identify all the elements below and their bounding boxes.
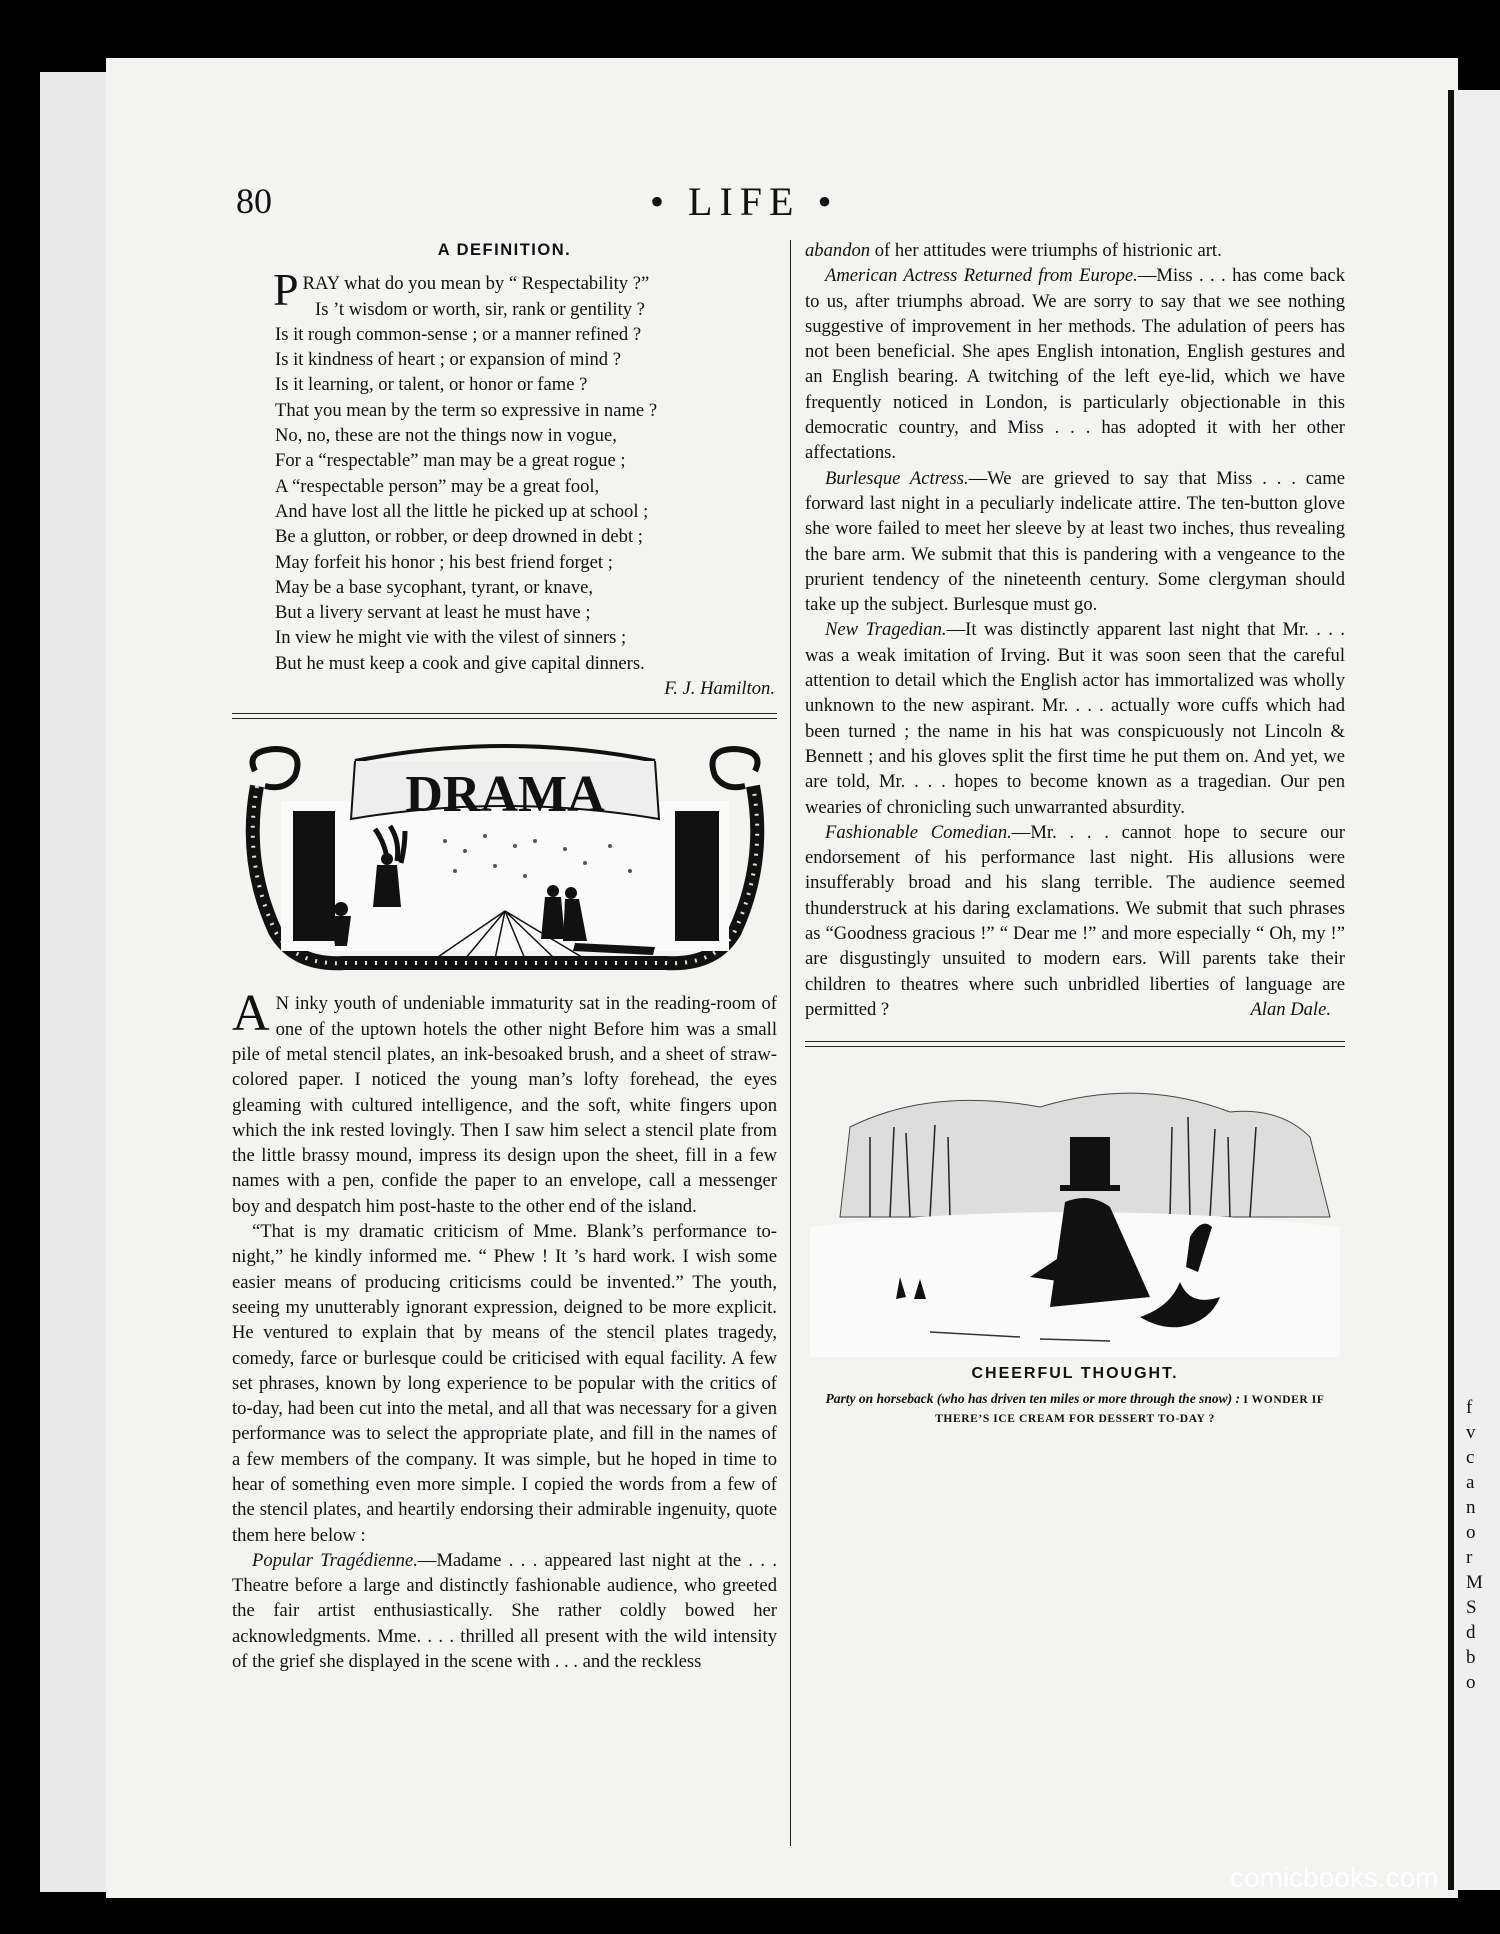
drop-cap-p: P xyxy=(273,264,299,316)
section-rule xyxy=(232,713,777,719)
poem-title: A DEFINITION. xyxy=(437,241,572,259)
page-number: 80 xyxy=(236,181,272,221)
adjacent-page-fragment: r xyxy=(1466,1547,1473,1568)
review-signature: Alan Dale. xyxy=(1250,999,1331,1021)
drop-cap-a: A xyxy=(232,985,270,1043)
poem-line: Is it learning, or talent, or honor or fame ? xyxy=(275,374,588,396)
adjacent-page-fragment: f xyxy=(1466,1397,1473,1418)
poem-line: But he must keep a cook and give capital dinners. xyxy=(275,652,645,674)
poem-line: A “respectable person” may be a great fool, xyxy=(275,475,600,497)
site-watermark: comicbooks.com xyxy=(1230,1862,1439,1893)
poem-line: That you mean by the term so expressive in name ? xyxy=(275,399,658,421)
adjacent-page-fragment: M xyxy=(1466,1572,1483,1593)
poem-line: No, no, these are not the things now in vogue, xyxy=(275,425,617,447)
right-column xyxy=(805,238,1345,1428)
poem-line: Is it kindness of heart ; or expansion of mind ? xyxy=(275,349,621,371)
adjacent-page-fragment: d xyxy=(1466,1622,1476,1643)
adjacent-page-fragment: b xyxy=(1466,1647,1476,1668)
adjacent-page-fragment: v xyxy=(1466,1422,1476,1443)
masthead-title: • LIFE • xyxy=(650,179,839,224)
adjacent-page-fragment: c xyxy=(1466,1447,1475,1468)
drama-banner-illustration xyxy=(235,731,775,977)
cartoon-caption: Party on horseback (who has driven ten miles or more through the snow) : I WONDER IF THERE’S ICE CREAM FOR DESSERT TO-DAY ? xyxy=(825,1390,1325,1425)
poem-line: PRAY what do you mean by “ Respectability ?” xyxy=(273,264,650,316)
poem-line: For a “respectable” man may be a great rogue ; xyxy=(275,450,626,472)
drama-banner-title: DRAMA xyxy=(404,766,605,824)
section-rule xyxy=(805,1041,1345,1047)
adjacent-page-fragment: n xyxy=(1466,1497,1476,1518)
poem-line: But a livery servant at least he must have ; xyxy=(275,602,591,624)
review-tragedienne-continued: abandon of her attitudes were triumphs of histrionic art. xyxy=(805,240,1222,261)
poem-line: Is ’t wisdom or worth, sir, rank or gentility ? xyxy=(315,298,645,320)
drama-paragraph: “That is my dramatic criticism of Mme. Blank’s performance to-night,” he kindly informed me. “ Phew ! It ’s hard work. I wish some easier means of producing criticisms could be invented.” The youth, seeing my unutterably ignorant expression, deigned to be more explicit. He ventured to explain that by means of the stencil plates tragedy, comedy, farce or burlesque could be criticised with equal facility. A few set phrases, known by long experience to be popular with the critics of to-day, had been cut into the metal, and all that was necessary for a given performance was to select the appropriate plate, and fill in the names of a few members of the company. It was simple, but he hoped in time to hear of something even more simple. I copied the words from a few of the stencil plates, and heartily endorsing their admirable ingenuity, quote them here below : xyxy=(232,1221,777,1546)
poem-line: And have lost all the little he picked up at school ; xyxy=(275,500,649,522)
poem xyxy=(273,264,777,676)
review-american-actress: American Actress Returned from Europe.—Miss . . . has come back to us, after triumphs abroad. We are sorry to say that we see nothing suggestive of improvement in her methods. The adulation of peers has not been beneficial. She apes English intonation, English gestures and an English bearing. A twitching of the left eye-lid, which we have frequently noticed in London, is particularly objectionable in this democratic country, and Miss . . . has adopted it with her other affectations. xyxy=(805,265,1345,464)
drama-paragraph: A N inky youth of undeniable immaturity sat in the reading-room of one of the uptown hotels the other night Before him was a small pile of metal stencil plates, an ink-besoaked brush, and a sheet of straw-colored paper. I noticed the young man’s lofty forehead, the eyes gleaming with cultured intelligence, and the soft, white fingers upon which the ink rested lovingly. Then I saw him select a stencil plate from the little brassy mound, impress its design upon the sheet, fill in a few names with a pen, confide the paper to an envelope, call a messenger boy and despatch him post-haste to the other end of the island. xyxy=(232,985,777,1217)
poem-author: F. J. Hamilton. xyxy=(664,678,775,700)
cartoon-title: CHEERFUL THOUGHT. xyxy=(971,1364,1179,1382)
adjacent-page-fragment: o xyxy=(1466,1672,1476,1693)
left-column xyxy=(232,238,777,1674)
poem-line: May be a base sycophant, tyrant, or knave, xyxy=(275,576,594,598)
adjacent-page-fragment: o xyxy=(1466,1522,1476,1543)
adjacent-page-fragment: S xyxy=(1466,1597,1477,1618)
poem-line: In view he might vie with the vilest of sinners ; xyxy=(275,627,627,649)
left-page-edge xyxy=(40,72,110,1892)
review-fashionable-comedian: Fashionable Comedian.—Mr. . . . cannot hope to secure our endorsement of his performance last night. His allusions were insufferably broad and his slang terrible. The audience seemed thunderstruck at his daring exclamations. We submit that such phrases as “Goodness gracious !” “ Dear me !” and more especially “ Oh, my !” are disgustingly unsuited to modern ears. Will parents take their children to theatres where such unbridled liberties of language are permitted ? xyxy=(805,821,1345,1020)
adjacent-page-strip xyxy=(1454,90,1500,1890)
cheerful-thought-cartoon xyxy=(810,1067,1340,1357)
column-divider xyxy=(790,240,791,1846)
review-new-tragedian: New Tragedian.—It was distinctly apparent last night that Mr. . . . was a weak imitation of Irving. But it was soon seen that the careful attention to detail which the English actor has immortalized was wholly unknown to the new aspirant. Mr. . . . actually wore cuffs which had been turned ; the name in his hat was conspicuously not Lincoln & Bennett ; and his gloves split the first time he put them on. And yet, we are told, Mr. . . . hopes to become known as a tragedian. Our pen wearies of chronicling such unwarranted absurdity. xyxy=(805,619,1345,818)
poem-line: Is it rough common-sense ; or a manner refined ? xyxy=(275,323,642,345)
poem-line: May forfeit his honor ; his best friend forget ; xyxy=(275,551,613,573)
adjacent-page-fragment: a xyxy=(1466,1472,1475,1493)
review-tragedienne: Popular Tragédienne.—Madame . . . appeared last night at the . . . Theatre before a large and distinctly fashionable audience, who greeted the fair artist enthusiastically. She rather coldly bowed her acknowledgments. Mme. . . . thrilled all present with the wild intensity of the grief she displayed in the scene with . . . and the reckless xyxy=(232,1549,777,1673)
poem-line: Be a glutton, or robber, or deep drowned in debt ; xyxy=(275,526,643,548)
review-burlesque-actress: Burlesque Actress.—We are grieved to say that Miss . . . came forward last night in a peculiarly indelicate attire. The ten-button glove she wore failed to meet her sleeve by at least two inches, thus revealing the bare arm. We submit that this is pandering with a vengeance to the prurient tendency of the nineteenth century. Some clergyman should take up the subject. Burlesque must go. xyxy=(805,467,1345,616)
